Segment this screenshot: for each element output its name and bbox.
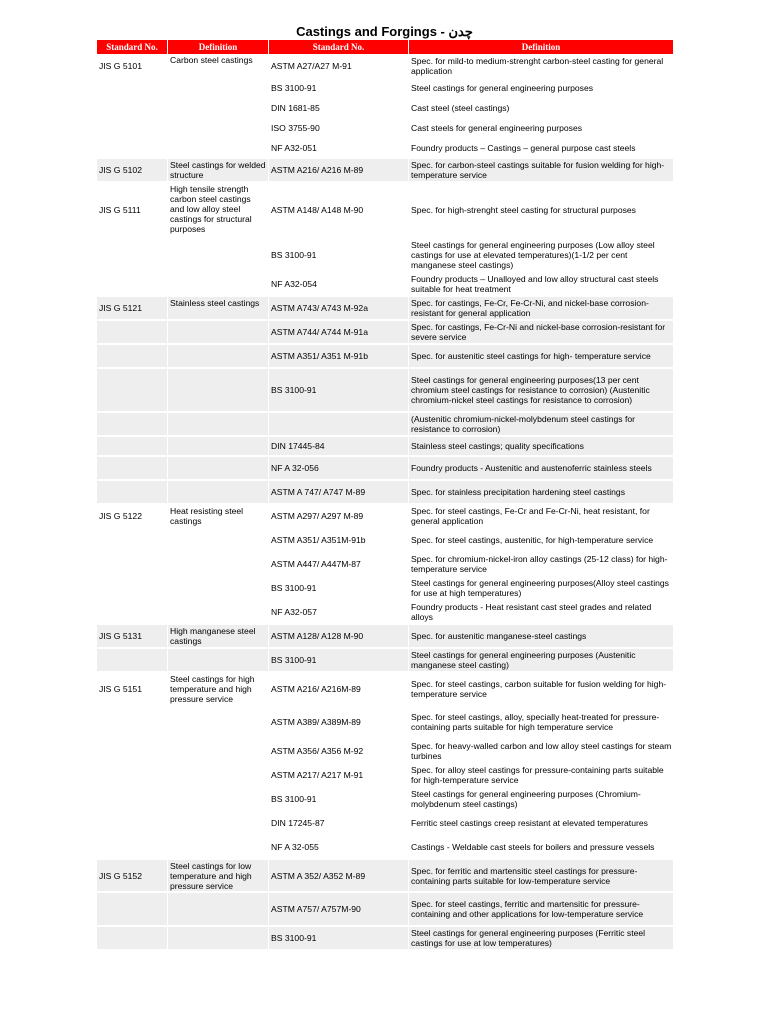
equivalent-standard-no: ASTM A216/ A216M-89 <box>269 672 409 705</box>
table-row <box>97 504 674 528</box>
header-standard-no: Standard No. <box>97 40 168 54</box>
jis-definition: Steel castings for high temperature and high pressure service <box>168 672 269 705</box>
jis-standard-no: JIS G 5151 <box>97 672 168 705</box>
equivalent-standard-no: ASTM A356/ A356 M-92 <box>269 739 409 763</box>
table-row <box>97 576 674 600</box>
jis-standard-no <box>97 892 168 926</box>
equivalent-definition: Cast steels for general engineering purposes <box>409 118 674 138</box>
jis-standard-no <box>97 138 168 158</box>
equivalent-standard-no: NF A 32-056 <box>269 456 409 480</box>
table-row <box>97 672 674 705</box>
jis-definition <box>168 412 269 436</box>
jis-standard-no <box>97 528 168 552</box>
equivalent-definition: (Austenitic chromium-nickel-molybdenum steel castings for resistance to corrosion) <box>409 412 674 436</box>
table-row <box>97 811 674 835</box>
table-row <box>97 98 674 118</box>
table-row <box>97 763 674 787</box>
jis-definition: High tensile strength carbon steel castings and low alloy steel castings for structural purposes <box>168 182 269 238</box>
equivalent-definition: Spec. for ferritic and martensitic steel castings for pressure-containing parts suitable for low-temperature service <box>409 859 674 892</box>
equivalent-definition: Spec. for alloy steel castings for pressure-containing parts suitable for high-temperature service <box>409 763 674 787</box>
jis-definition <box>168 98 269 118</box>
equivalent-standard-no: BS 3100-91 <box>269 78 409 98</box>
jis-definition: Stainless steel castings <box>168 296 269 320</box>
equivalent-definition: Steel castings for general engineering purposes (Ferritic steel castings for use at low temperatures) <box>409 926 674 950</box>
equivalent-definition: Spec. for steel castings, alloy, specially heat-treated for pressure-containing parts suitable for high temperature service <box>409 705 674 739</box>
jis-standard-no: JIS G 5111 <box>97 182 168 238</box>
jis-definition <box>168 480 269 504</box>
equivalent-definition: Stainless steel castings; quality specifications <box>409 436 674 456</box>
jis-definition <box>168 600 269 624</box>
equivalent-definition: Foundry products - Austenitic and austenoferric stainless steels <box>409 456 674 480</box>
jis-definition <box>168 576 269 600</box>
jis-standard-no <box>97 412 168 436</box>
jis-standard-no: JIS G 5152 <box>97 859 168 892</box>
table-row <box>97 480 674 504</box>
table-row <box>97 648 674 672</box>
jis-definition <box>168 456 269 480</box>
jis-standard-no <box>97 272 168 296</box>
equivalent-definition: Spec. for castings, Fe-Cr-Ni and nickel-base corrosion-resistant for severe service <box>409 320 674 344</box>
table-row <box>97 344 674 368</box>
equivalent-definition: Spec. for castings, Fe-Cr, Fe-Cr-Ni, and nickel-base corrosion-resistant for general application <box>409 296 674 320</box>
equivalent-definition: Castings - Weldable cast steels for boilers and pressure vessels <box>409 835 674 859</box>
jis-definition: Steel castings for welded structure <box>168 158 269 182</box>
equivalent-definition: Steel castings for general engineering purposes(13 per cent chromium steel castings for resistance to corrosion) (Austenitic chromium-nickel steel castings for resistance to corrosion) <box>409 368 674 412</box>
jis-standard-no <box>97 456 168 480</box>
jis-definition <box>168 238 269 272</box>
table-row <box>97 624 674 648</box>
equivalent-standard-no: ISO 3755-90 <box>269 118 409 138</box>
equivalent-standard-no: ASTM A148/ A148 M-90 <box>269 182 409 238</box>
table-row <box>97 368 674 412</box>
equivalent-standard-no: BS 3100-91 <box>269 238 409 272</box>
equivalent-definition: Spec. for stainless precipitation hardening steel castings <box>409 480 674 504</box>
equivalent-standard-no: NF A 32-055 <box>269 835 409 859</box>
equivalent-definition: Steel castings for general engineering purposes <box>409 78 674 98</box>
jis-standard-no <box>97 739 168 763</box>
jis-definition <box>168 78 269 98</box>
equivalent-definition: Spec. for steel castings, austenitic, for high-temperature service <box>409 528 674 552</box>
jis-definition: Steel castings for low temperature and high pressure service <box>168 859 269 892</box>
standards-table <box>96 40 674 951</box>
jis-definition <box>168 272 269 296</box>
table-row <box>97 296 674 320</box>
equivalent-standard-no: NF A32-057 <box>269 600 409 624</box>
jis-standard-no <box>97 320 168 344</box>
equivalent-standard-no: BS 3100-91 <box>269 926 409 950</box>
equivalent-standard-no: BS 3100-91 <box>269 648 409 672</box>
jis-definition <box>168 648 269 672</box>
equivalent-standard-no: NF A32-054 <box>269 272 409 296</box>
equivalent-standard-no: ASTM A216/ A216 M-89 <box>269 158 409 182</box>
equivalent-definition: Spec. for chromium-nickel-iron alloy castings (25-12 class) for high-temperature service <box>409 552 674 576</box>
equivalent-definition: Spec. for steel castings, carbon suitable for fusion welding for high-temperature service <box>409 672 674 705</box>
jis-definition: Carbon steel castings <box>168 54 269 78</box>
equivalent-definition: Ferritic steel castings creep resistant at elevated temperatures <box>409 811 674 835</box>
equivalent-standard-no: BS 3100-91 <box>269 368 409 412</box>
equivalent-definition: Spec. for carbon-steel castings suitable for fusion welding for high-temperature service <box>409 158 674 182</box>
jis-definition <box>168 436 269 456</box>
table-row <box>97 138 674 158</box>
equivalent-standard-no: ASTM A 352/ A352 M-89 <box>269 859 409 892</box>
table-row <box>97 118 674 138</box>
jis-standard-no <box>97 576 168 600</box>
equivalent-definition: Steel castings for general engineering purposes (Chromium-molybdenum steel castings) <box>409 787 674 811</box>
jis-definition <box>168 892 269 926</box>
equivalent-standard-no: DIN 17245-87 <box>269 811 409 835</box>
equivalent-standard-no: ASTM A447/ A447M-87 <box>269 552 409 576</box>
jis-standard-no <box>97 787 168 811</box>
jis-standard-no <box>97 648 168 672</box>
jis-definition <box>168 739 269 763</box>
equivalent-definition: Spec. for mild-to medium-strenght carbon-steel casting for general application <box>409 54 674 78</box>
jis-definition <box>168 835 269 859</box>
equivalent-standard-no: ASTM A351/ A351 M-91b <box>269 344 409 368</box>
jis-definition <box>168 787 269 811</box>
jis-standard-no <box>97 480 168 504</box>
equivalent-standard-no: ASTM A297/ A297 M-89 <box>269 504 409 528</box>
equivalent-definition: Spec. for steel castings, Fe-Cr and Fe-Cr-Ni, heat resistant, for general application <box>409 504 674 528</box>
jis-definition: High manganese steel castings <box>168 624 269 648</box>
equivalent-standard-no: DIN 17445-84 <box>269 436 409 456</box>
table-row <box>97 238 674 272</box>
equivalent-standard-no: BS 3100-91 <box>269 787 409 811</box>
equivalent-definition: Foundry products - Heat resistant cast steel grades and related alloys <box>409 600 674 624</box>
page-title: Castings and Forgings - چدن <box>296 24 473 39</box>
jis-definition <box>168 705 269 739</box>
equivalent-standard-no: NF A32-051 <box>269 138 409 158</box>
jis-standard-no <box>97 368 168 412</box>
jis-definition <box>168 763 269 787</box>
header-equivalent-standard-no: Standard No. <box>269 40 409 54</box>
table-row <box>97 456 674 480</box>
equivalent-definition: Spec. for high-strenght steel casting for structural purposes <box>409 182 674 238</box>
equivalent-definition: Spec. for austenitic steel castings for high- temperature service <box>409 344 674 368</box>
jis-standard-no <box>97 238 168 272</box>
table-row <box>97 787 674 811</box>
jis-standard-no <box>97 552 168 576</box>
table-header-row <box>97 40 674 54</box>
equivalent-standard-no <box>269 412 409 436</box>
jis-standard-no: JIS G 5102 <box>97 158 168 182</box>
table-row <box>97 436 674 456</box>
table-row <box>97 158 674 182</box>
equivalent-standard-no: ASTM A 747/ A747 M-89 <box>269 480 409 504</box>
table-row <box>97 600 674 624</box>
jis-standard-no <box>97 78 168 98</box>
jis-standard-no: JIS G 5121 <box>97 296 168 320</box>
equivalent-standard-no: ASTM A27/A27 M-91 <box>269 54 409 78</box>
jis-definition <box>168 528 269 552</box>
table-row <box>97 859 674 892</box>
table-row <box>97 835 674 859</box>
table-row <box>97 739 674 763</box>
jis-definition <box>168 138 269 158</box>
equivalent-definition: Steel castings for general engineering purposes (Low alloy steel castings for use at elevated temperatures)(1-1/2 per cent manganese steel castings) <box>409 238 674 272</box>
jis-standard-no <box>97 600 168 624</box>
table-row <box>97 182 674 238</box>
jis-standard-no <box>97 926 168 950</box>
table-row <box>97 78 674 98</box>
equivalent-standard-no: ASTM A217/ A217 M-91 <box>269 763 409 787</box>
jis-definition: Heat resisting steel castings <box>168 504 269 528</box>
table-row <box>97 552 674 576</box>
jis-standard-no <box>97 705 168 739</box>
equivalent-definition: Steel castings for general engineering purposes(Alloy steel castings for use at high temperatures) <box>409 576 674 600</box>
equivalent-definition: Steel castings for general engineering purposes (Austenitic manganese steel casting) <box>409 648 674 672</box>
table-row <box>97 705 674 739</box>
jis-standard-no <box>97 835 168 859</box>
equivalent-standard-no: ASTM A743/ A743 M-92a <box>269 296 409 320</box>
jis-definition <box>168 368 269 412</box>
jis-standard-no <box>97 763 168 787</box>
jis-definition <box>168 344 269 368</box>
jis-standard-no <box>97 811 168 835</box>
table-row <box>97 54 674 78</box>
equivalent-standard-no: ASTM A351/ A351M-91b <box>269 528 409 552</box>
jis-standard-no: JIS G 5131 <box>97 624 168 648</box>
table-row <box>97 320 674 344</box>
jis-standard-no <box>97 98 168 118</box>
equivalent-standard-no: ASTM A744/ A744 M-91a <box>269 320 409 344</box>
table-row <box>97 926 674 950</box>
table-row <box>97 528 674 552</box>
equivalent-definition: Foundry products – Unalloyed and low alloy structural cast steels suitable for heat treatment <box>409 272 674 296</box>
equivalent-definition: Cast steel (steel castings) <box>409 98 674 118</box>
equivalent-definition: Spec. for heavy-walled carbon and low alloy steel castings for steam turbines <box>409 739 674 763</box>
equivalent-definition: Foundry products – Castings – general purpose cast steels <box>409 138 674 158</box>
equivalent-standard-no: ASTM A389/ A389M-89 <box>269 705 409 739</box>
jis-definition <box>168 811 269 835</box>
jis-standard-no: JIS G 5122 <box>97 504 168 528</box>
jis-standard-no <box>97 436 168 456</box>
header-definition: Definition <box>168 40 269 54</box>
equivalent-standard-no: BS 3100-91 <box>269 576 409 600</box>
jis-standard-no <box>97 344 168 368</box>
equivalent-standard-no: DIN 1681-85 <box>269 98 409 118</box>
equivalent-standard-no: ASTM A757/ A757M-90 <box>269 892 409 926</box>
equivalent-definition: Spec. for austenitic manganese-steel castings <box>409 624 674 648</box>
equivalent-definition: Spec. for steel castings, ferritic and martensitic for pressure-containing and other applications for low-temperature service <box>409 892 674 926</box>
jis-definition <box>168 926 269 950</box>
jis-standard-no: JIS G 5101 <box>97 54 168 78</box>
table-row <box>97 272 674 296</box>
header-equivalent-definition: Definition <box>409 40 674 54</box>
equivalent-standard-no: ASTM A128/ A128 M-90 <box>269 624 409 648</box>
table-row <box>97 892 674 926</box>
jis-definition <box>168 552 269 576</box>
jis-definition <box>168 320 269 344</box>
jis-standard-no <box>97 118 168 138</box>
table-body <box>97 54 674 950</box>
jis-definition <box>168 118 269 138</box>
table-row <box>97 412 674 436</box>
